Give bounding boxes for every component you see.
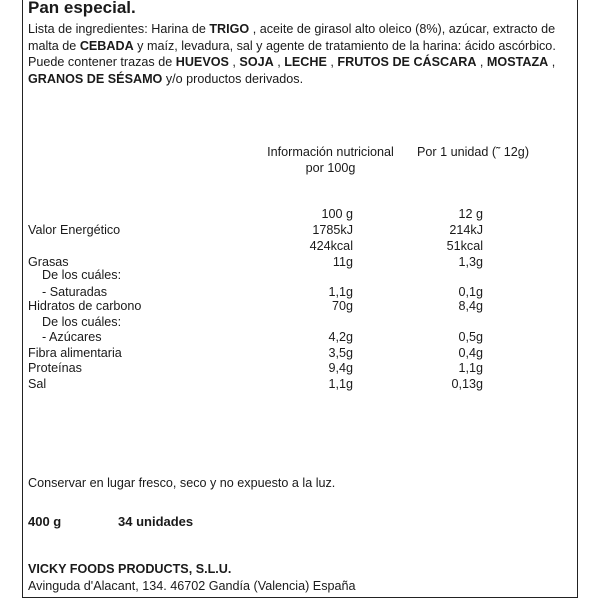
nutrition-value-per-unit: 1,1g (458, 361, 483, 375)
nutrition-row-label: Hidratos de carbono (28, 299, 142, 313)
nutrition-row-label: De los cuáles: (42, 268, 122, 282)
nutrition-value-per-100g: 1,1g (328, 285, 353, 299)
ingredient-text: , aceite de girasol alto oleico (8%), azúcar, extracto de malta de (28, 22, 556, 53)
nutrition-row-label: Valor Energético (28, 223, 121, 237)
product-title: Pan especial. (28, 0, 136, 17)
nutrition-value-per-unit: 0,5g (458, 330, 483, 344)
nutrition-row-label: Sal (28, 377, 47, 391)
nutrition-value-per-100g: 424kcal (309, 239, 353, 253)
unit-col2: 12 g (458, 207, 483, 221)
nutrition-value-per-unit: 1,3g (458, 255, 483, 269)
ingredient-text: y maíz, levadura, sal y agente de tratamiento de la harina: ácido ascórbico. Puede contener trazas de (28, 38, 556, 70)
allergen-text: SOJA (239, 55, 274, 70)
company-address: Avinguda d'Alacant, 134. 46702 Gandía (Valencia) España (28, 579, 356, 593)
nutrition-header-per-unit: Por 1 unidad (˜ 12g) (417, 145, 530, 159)
nutrition-value-per-100g: 9,4g (328, 361, 353, 375)
nutrition-value-per-100g: 4,2g (328, 330, 353, 344)
nutrition-value-per-100g: 11g (332, 255, 353, 269)
nutrition-row-label: - Saturadas (42, 285, 108, 299)
unit-count: 34 unidades (118, 514, 194, 529)
nutrition-value-per-unit: 0,13g (451, 377, 483, 391)
allergen-text: MOSTAZA (486, 55, 549, 70)
ingredient-text: y/o productos derivados. (162, 71, 304, 86)
allergen-text: TRIGO (209, 22, 250, 36)
ingredient-text: , (273, 55, 285, 70)
ingredients-text (28, 21, 573, 87)
nutrition-row-label: Fibra alimentaria (28, 346, 122, 360)
company-name: VICKY FOODS PRODUCTS, S.L.U. (28, 562, 232, 576)
nutrition-row-label: - Azúcares (42, 330, 102, 344)
ingredient-text: , (326, 55, 338, 70)
nutrition-value-per-unit: 0,4g (458, 346, 483, 360)
unit-col1: 100 g (321, 207, 353, 221)
allergen-text: GRANOS DE SÉSAMO (28, 71, 163, 86)
ingredient-text: , (476, 55, 487, 70)
nutrition-value-per-100g: 70g (331, 299, 353, 313)
product-label (22, 0, 578, 598)
allergen-text: HUEVOS (175, 55, 229, 70)
ingredient-text: Lista de ingredientes: Harina de (28, 22, 210, 36)
nutrition-value-per-unit: 214kJ (449, 223, 483, 237)
ingredient-text: , (548, 55, 556, 70)
ingredient-text: , (228, 55, 240, 70)
allergen-text: CEBADA (79, 38, 134, 53)
nutrition-value-per-unit: 51kcal (446, 239, 483, 253)
nutrition-row-label: Grasas (28, 255, 69, 269)
nutrition-row-label: De los cuáles: (42, 315, 122, 329)
nutrition-value-per-unit: 8,4g (458, 299, 483, 313)
nutrition-header-per-100g: Información nutricional (267, 145, 394, 159)
nutrition-value-per-100g: 1785kJ (312, 223, 353, 237)
allergen-text: FRUTOS DE CÁSCARA (337, 55, 477, 70)
nutrition-value-per-100g: 1,1g (328, 377, 353, 391)
net-weight: 400 g (28, 514, 62, 529)
nutrition-value-per-100g: 3,5g (328, 346, 353, 360)
nutrition-value-per-unit: 0,1g (458, 285, 483, 299)
allergen-text: LECHE (284, 55, 327, 70)
nutrition-header-per-100g-sub: por 100g (305, 161, 356, 175)
nutrition-row-label: Proteínas (28, 361, 82, 375)
storage-note: Conservar en lugar fresco, seco y no expuesto a la luz. (28, 476, 336, 490)
